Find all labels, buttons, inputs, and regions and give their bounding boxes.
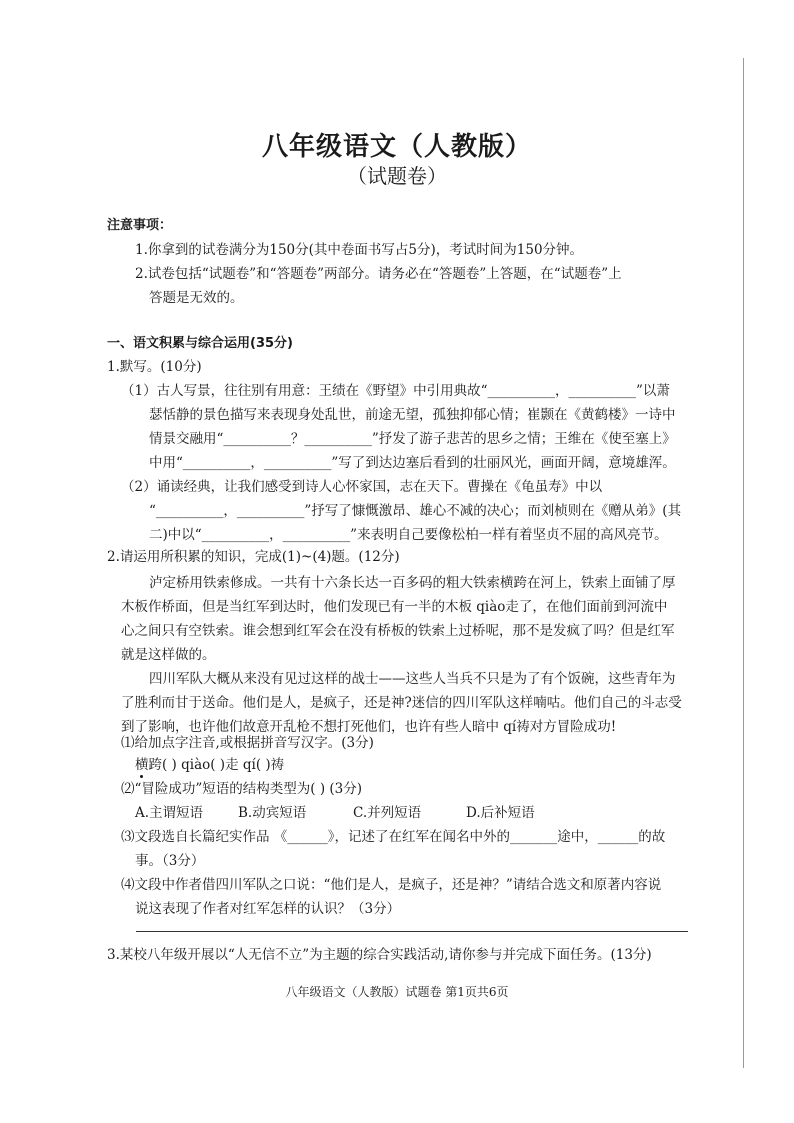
q2-sub4-line: 说这表现了作者对红军怎样的认识？（3分）: [135, 901, 401, 917]
q2-sub3-line: 事。（3分）: [135, 853, 205, 869]
q1-line: 情景交融用“__________？__________”抒发了游子悲苦的思乡之情；王维在《使至塞上》: [149, 431, 676, 447]
q2-passage-line: 四川军队大概从来没有见过这样的战士——这些人当兵不只是为了有个饭碗，这些青年为: [149, 671, 676, 687]
q1-line: 二)中以“__________，__________”来表明自己要像松柏一样有着坚贞不屈的高风亮节。: [149, 527, 668, 543]
section-heading: 一、语文积累与综合运用(35分): [107, 336, 293, 351]
dotted-character: 横: [135, 757, 149, 773]
q2-sub1-title: ⑴给加点字注音,或根据拼音写汉字。(3分): [121, 735, 374, 751]
q2-sub2-title: ⑵“冒险成功”短语的结构类型为( ) (3分): [121, 781, 363, 797]
answer-rule-line: [136, 931, 688, 932]
q2-sub1-answer: [135, 756, 284, 774]
q1-line: （1）古人写景，往往别有用意：王绩在《野望》中引用典故“__________，__________”以萧: [121, 383, 670, 399]
option-a: A.主谓短语: [135, 805, 204, 821]
q2-passage-line: 了胜利而甘于送命。他们是人，是疯子，还是神?迷信的四川军队这样喃咕。他们自己的斗志受: [121, 695, 682, 711]
q2-passage-line: 到了影响，也许他们故意开乱枪不想打死他们，也许有些人暗中 qí祷对方冒险成功!: [121, 719, 617, 735]
q1-line: “__________，__________”抒写了慷慨激昂、雄心不减的决心；而刘桢则在《赠从弟》(其: [149, 503, 682, 519]
q2-title: 2.请运用所积累的知识，完成(1)~(4)题。(12分): [107, 549, 400, 565]
q2-sub4-line: ⑷文段中作者借四川军队之口说：“他们是人，是疯子，还是神？”请结合选文和原著内容说: [121, 877, 662, 893]
notice-item-1: 1.你拿到的试卷满分为150分(其中卷面书写占5分)，考试时间为150分钟。: [135, 242, 584, 258]
notice-item-2-cont: 答题是无效的。: [149, 290, 244, 306]
page-title: 八年级语文（人教版）: [261, 132, 532, 162]
q1-title: 1.默写。(10分): [107, 359, 202, 375]
q3-title: 3.某校八年级开展以“人无信不立”为主题的综合实践活动,请你参与并完成下面任务。(13分): [107, 947, 652, 963]
q2-sub3-line: ⑶文段选自长篇纪实作品 《______》，记述了在红军在闻名中外的_______途中，______的故: [121, 829, 666, 845]
page-margin-line: [743, 58, 744, 1068]
option-c: C.并列短语: [353, 805, 422, 821]
q2-sub1-answer-line: 跨( ) qiào( )走 qí( )祷: [148, 757, 285, 773]
q1-line: 中用“__________，__________”写了到达边塞后看到的壮丽风光，画面开阔，意境雄浑。: [149, 455, 676, 471]
q1-line: 瑟恬静的景色描写来表现身处乱世，前途无望，孤独抑郁心情；崔颢在《黄鹤楼》一诗中: [149, 407, 676, 423]
q2-passage-line: 就是这样做的。: [121, 647, 216, 663]
option-b: B.动宾短语: [238, 805, 307, 821]
q1-line: （2）诵读经典，让我们感受到诗人心怀家国，志在天下。曹操在《龟虽寿》中以: [121, 479, 603, 495]
notice-item-2: 2.试卷包括“试题卷”和“答题卷”两部分。请务必在“答题卷”上答题，在“试题卷”上: [135, 266, 622, 282]
notice-heading: 注意事项：: [107, 218, 173, 233]
q2-passage-line: 泸定桥用铁索修成。一共有十六条长达一百多码的粗大铁索横跨在河上，铁索上面铺了厚: [149, 575, 676, 591]
page-footer: 八年级语文（人教版）试题卷 第1页共6页: [285, 985, 509, 999]
q2-passage-line: 心之间只有空铁索。谁会想到红军会在没有桥板的铁索上过桥呢，那不是发疯了吗？但是红军: [121, 623, 675, 639]
page-subtitle: （试题卷）: [347, 164, 447, 188]
q2-passage-line: 木板作桥面，但是当红军到达时，他们发现已有一半的木板 qiào走了，在他们面前到河流中: [121, 599, 668, 615]
option-d: D.后补短语: [466, 805, 535, 821]
